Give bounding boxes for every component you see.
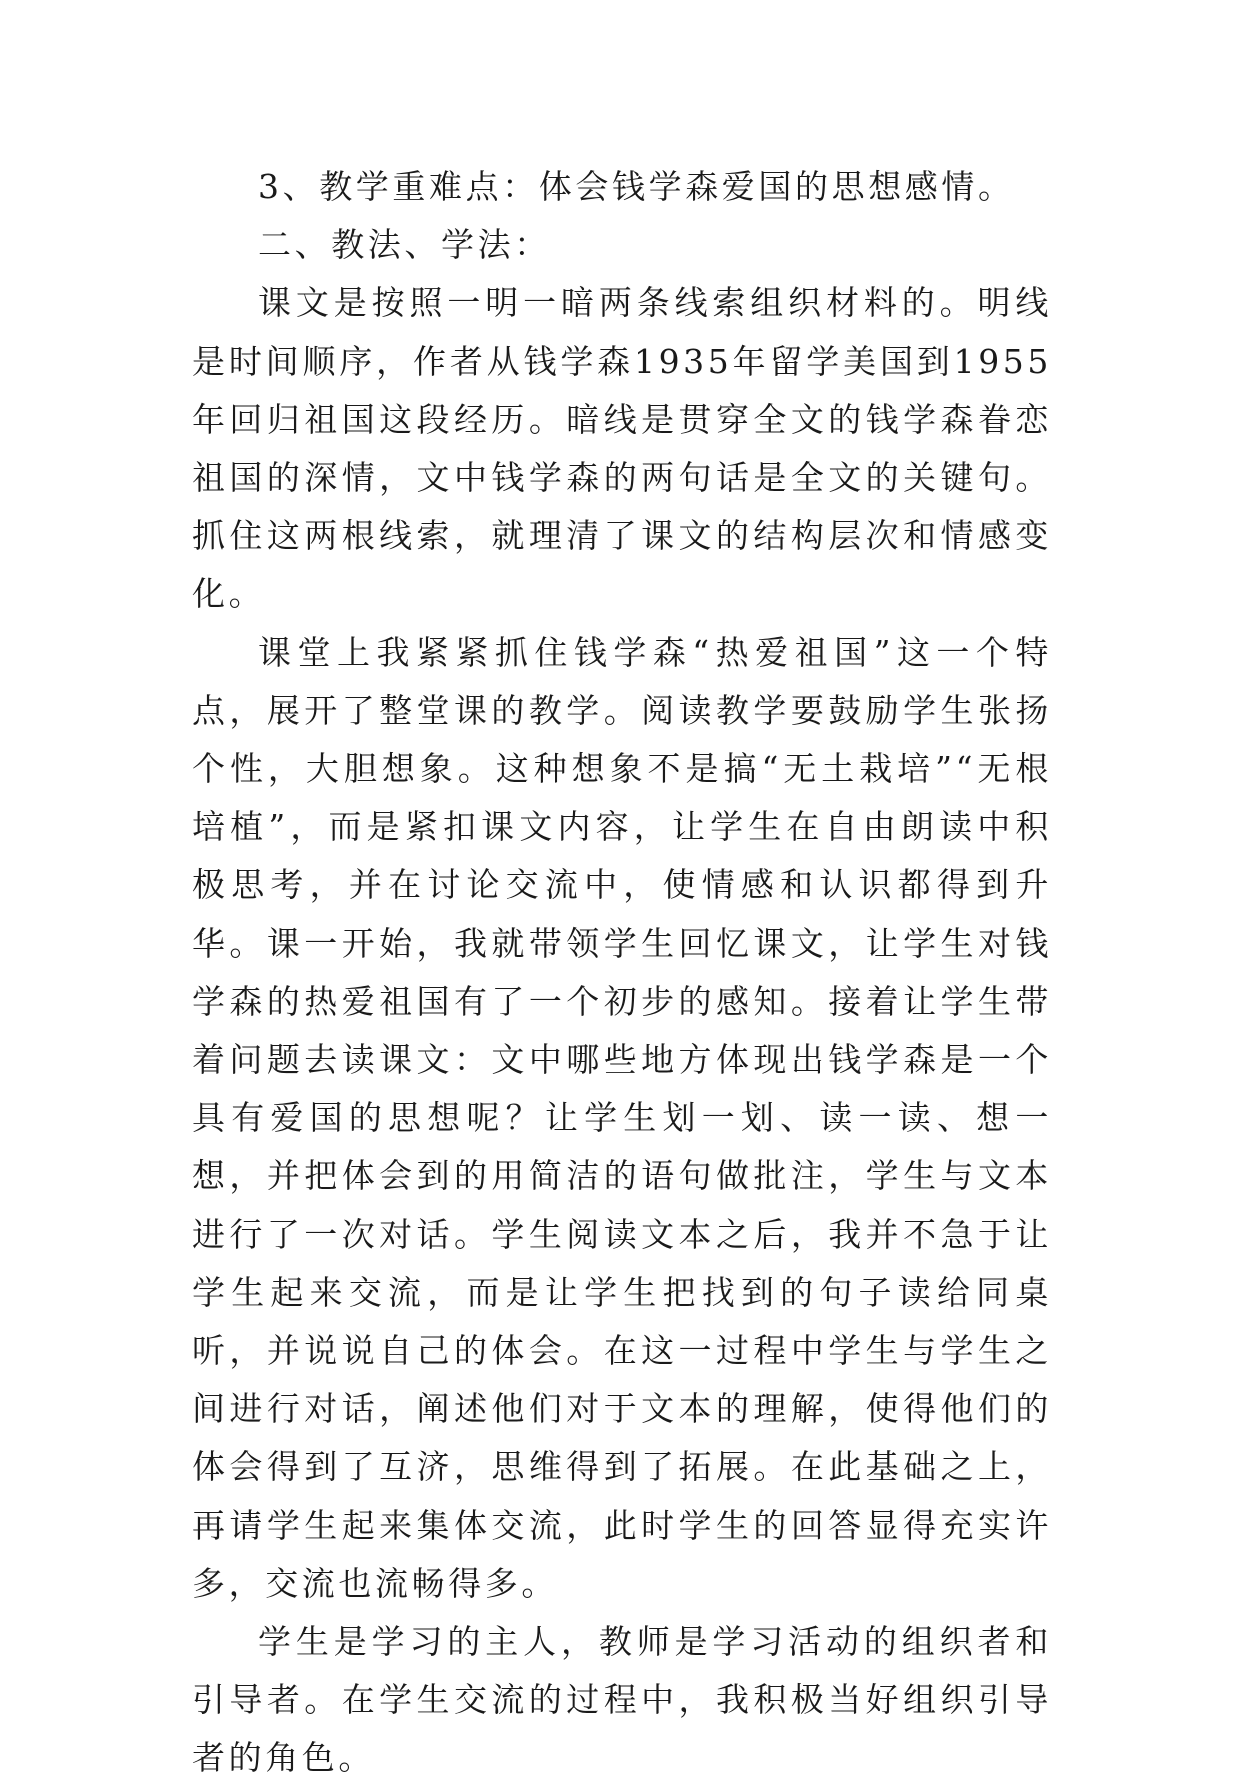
paragraph-student-role: 学生是学习的主人，教师是学习活动的组织者和引导者。在学生交流的过程中，我积极当好组织引导者的角色。	[192, 1622, 1052, 1778]
paragraph-section-heading: 二、教法、学法：	[258, 225, 551, 265]
paragraph-classroom-teaching: 课堂上我紧紧抓住钱学森“热爱祖国”这一个特点，展开了整堂课的教学。阅读教学要鼓励学生张扬个性，大胆想象。这种想象不是搞“无土栽培”“无根培植”，而是紧扣课文内容，让学生在自由朗读中积极思考，并在讨论交流中，使情感和认识都得到升华。课一开始，我就带领学生回忆课文，让学生对钱学森的热爱祖国有了一个初步的感知。接着让学生带着问题去读课文：文中哪些地方体现出钱学森是一个具有爱国的思想呢？让学生划一划、读一读、想一想，并把体会到的用简洁的语句做批注，学生与文本进行了一次对话。学生阅读文本之后，我并不急于让学生起来交流，而是让学生把找到的句子读给同桌听，并说说自己的体会。在这一过程中学生与学生之间进行对话，阐述他们对于文本的理解，使得他们的体会得到了互济，思维得到了拓展。在此基础之上，再请学生起来集体交流，此时学生的回答显得充实许多，交流也流畅得多。	[192, 632, 1052, 1603]
paragraph-teaching-difficulty: 3、教学重难点：体会钱学森爱国的思想感情。	[258, 167, 1015, 206]
paragraph-text-structure: 课文是按照一明一暗两条线索组织材料的。明线是时间顺序，作者从钱学森1935年留学美国到1955年回归祖国这段经历。暗线是贯穿全文的钱学森眷恋祖国的深情，文中钱学森的两句话是全文的关键句。抓住这两根线索，就理清了课文的结构层次和情感变化。	[192, 283, 1052, 614]
document-body	[192, 158, 1052, 1788]
